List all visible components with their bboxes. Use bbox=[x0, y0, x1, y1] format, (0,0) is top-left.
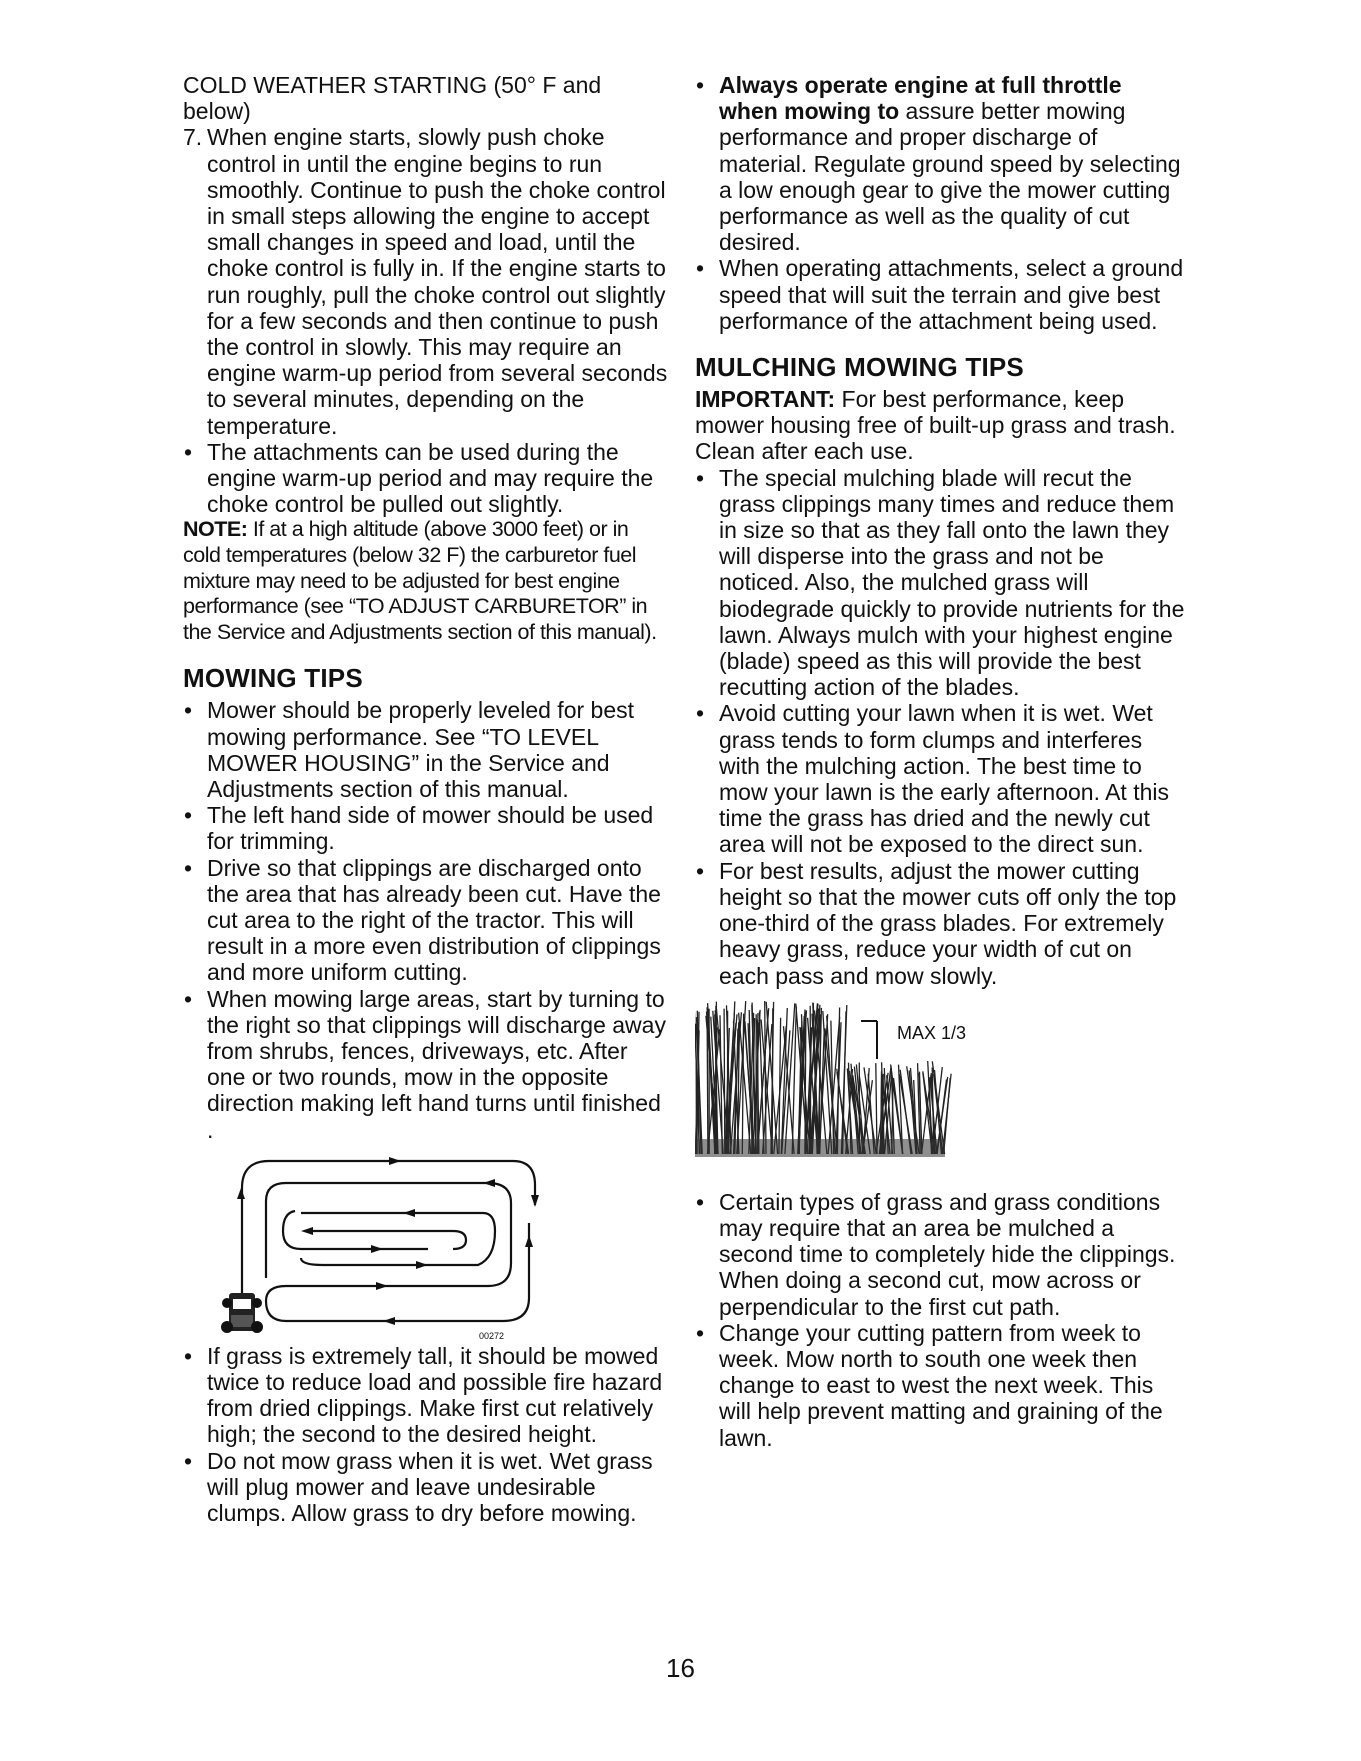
bullet-icon: • bbox=[696, 255, 705, 282]
list-item bbox=[695, 1189, 1185, 1320]
list-item bbox=[695, 858, 1185, 989]
list-item-text: Change your cutting pattern from week to week. Mow north to south one week then change to east to west the next week. This will help prevent matting and graining of the lawn. bbox=[719, 1319, 1163, 1451]
bullet-icon: • bbox=[184, 438, 193, 465]
bullet-icon: • bbox=[696, 700, 705, 727]
note-label: NOTE: bbox=[183, 517, 248, 542]
list-item-text: When mowing large areas, start by turning to the right so that clippings will discharge away from shrubs, fences, driveways, etc. After one or two rounds, mow in the opposite direction making left hand turns until finished . bbox=[207, 985, 666, 1143]
bullet-icon: • bbox=[696, 857, 705, 884]
list-item bbox=[183, 1448, 668, 1527]
note-paragraph bbox=[183, 517, 668, 645]
throttle-bold-text: Always operate engine at full throttle when mowing to bbox=[719, 72, 1122, 125]
throttle-text: assure better mowing performance and proper discharge of material. Regulate ground speed by selecting a low enough gear to give the mower cutting performance as well as the quality of cut desired. bbox=[719, 98, 1181, 256]
page-number: 16 bbox=[666, 1653, 695, 1683]
list-item-text: The attachments can be used during the engine warm-up period and may require the choke control be pulled out slightly. bbox=[207, 438, 654, 518]
list-item-text: If grass is extremely tall, it should be mowed twice to reduce load and possible fire hazard from dried clippings. Make first cut relatively high; the second to the desired height. bbox=[207, 1342, 663, 1448]
list-item-text: The left hand side of mower should be used for trimming. bbox=[207, 802, 654, 855]
bullet-icon: • bbox=[696, 72, 705, 98]
grass-blade bbox=[724, 1008, 725, 1153]
left-column bbox=[183, 72, 668, 1526]
bullet-icon: • bbox=[184, 697, 193, 724]
diagram-code: 00272 bbox=[479, 1330, 505, 1341]
list-item-text: Avoid cutting your lawn when it is wet. Wet grass tends to form clumps and interferes with the mulching action. The best time to mow your lawn is the early afternoon. At this time the grass has dried and the newly cut area will not be exposed to the direct sun. bbox=[719, 700, 1169, 858]
bullet-icon: • bbox=[184, 802, 193, 829]
bullet-icon: • bbox=[184, 1447, 193, 1474]
note-text: If at a high altitude (above 3000 feet) or in cold temperatures (below 32 F) the carburetor fuel mixture may need to be adjusted for best engine performance (see “TO ADJUST CARBURETOR” in the Service and Adjustments section of this manual). bbox=[183, 517, 657, 644]
list-item bbox=[183, 855, 668, 986]
list-item-text: For best results, adjust the mower cutting height so that the mower cuts off only the top one-third of the grass blades. For extremely heavy grass, reduce your width of cut on each pass and mow slowly. bbox=[719, 857, 1177, 989]
list-item bbox=[695, 465, 1185, 701]
list-item-text: When operating attachments, select a ground speed that will suit the terrain and give best performance of the attachment being used. bbox=[719, 255, 1184, 334]
list-item bbox=[183, 1343, 668, 1448]
step-number: 7. bbox=[183, 124, 203, 151]
step-text: When engine starts, slowly push choke control in until the engine begins to run smoothly. Continue to push the choke control in small steps allowing the engine to accept small changes in speed and load, until the choke control is fully in. If the engine starts to run roughly, pull the choke control out slightly for a few seconds and then continue to push the control in slowly. This may require an engine warm-up period from several seconds to several minutes, depending on the temperature. bbox=[207, 124, 668, 439]
tractor-icon bbox=[221, 1293, 263, 1333]
bullet-icon: • bbox=[184, 985, 193, 1012]
bullet-icon: • bbox=[696, 1188, 705, 1215]
bullet-icon: • bbox=[696, 1319, 705, 1346]
list-item bbox=[183, 439, 668, 518]
important-label: IMPORTANT: bbox=[695, 386, 836, 413]
list-item bbox=[695, 1320, 1185, 1451]
cold-weather-heading: COLD WEATHER STARTING (50° F and below) bbox=[183, 72, 602, 125]
list-item bbox=[695, 700, 1185, 857]
list-item-text: The special mulching blade will recut the grass clippings many times and reduce them in size so that as they fall onto the lawn they will disperse into the grass and not be noticed. Also, the mulched grass will biodegrade quickly to provide nutrients for the lawn. Always mulch with your highest engine (blade) speed as this will provide the best recutting action of the blades. bbox=[719, 464, 1185, 701]
list-item-text: Drive so that clippings are discharged onto the area that has already been cut. Have the cut area to the right of the tractor. This will result in a more even distribution of clippings and more uniform cutting. bbox=[207, 854, 661, 986]
mowing-pattern-diagram bbox=[183, 1143, 668, 1343]
bullet-icon: • bbox=[184, 1342, 193, 1369]
mulching-heading: MULCHING MOWING TIPS bbox=[695, 352, 1024, 383]
list-item bbox=[183, 802, 668, 854]
grass-blade bbox=[810, 1005, 811, 1153]
grass-height-illustration bbox=[695, 989, 1185, 1189]
important-paragraph bbox=[695, 386, 1185, 465]
list-item bbox=[183, 986, 668, 1143]
grass-base bbox=[695, 1139, 945, 1157]
max-label: MAX 1/3 bbox=[897, 1022, 967, 1043]
right-column bbox=[695, 72, 1185, 1451]
list-item bbox=[695, 255, 1185, 334]
grass-blade bbox=[772, 1008, 773, 1154]
list-item-text: Certain types of grass and grass conditions may require that an area be mulched a second time to completely hide the clippings. When doing a second cut, mow across or perpendicular to the first cut path. bbox=[719, 1188, 1176, 1320]
mowing-tips-heading: MOWING TIPS bbox=[183, 663, 363, 694]
important-text: For best performance, keep mower housing free of built-up grass and trash. Clean after each use. bbox=[695, 386, 1176, 465]
step-7 bbox=[183, 124, 668, 438]
list-item-text: Do not mow grass when it is wet. Wet grass will plug mower and leave undesirable clumps. Allow grass to dry before mowing. bbox=[207, 1447, 653, 1527]
list-item bbox=[695, 72, 1185, 255]
list-item bbox=[183, 697, 668, 802]
bullet-icon: • bbox=[696, 464, 705, 491]
list-item-text: Mower should be properly leveled for best mowing performance. See “TO LEVEL MOWER HOUSING” in the Service and Adjustments section of this manual. bbox=[207, 697, 635, 803]
bullet-icon: • bbox=[184, 854, 193, 881]
grass-blade bbox=[765, 1001, 766, 1154]
